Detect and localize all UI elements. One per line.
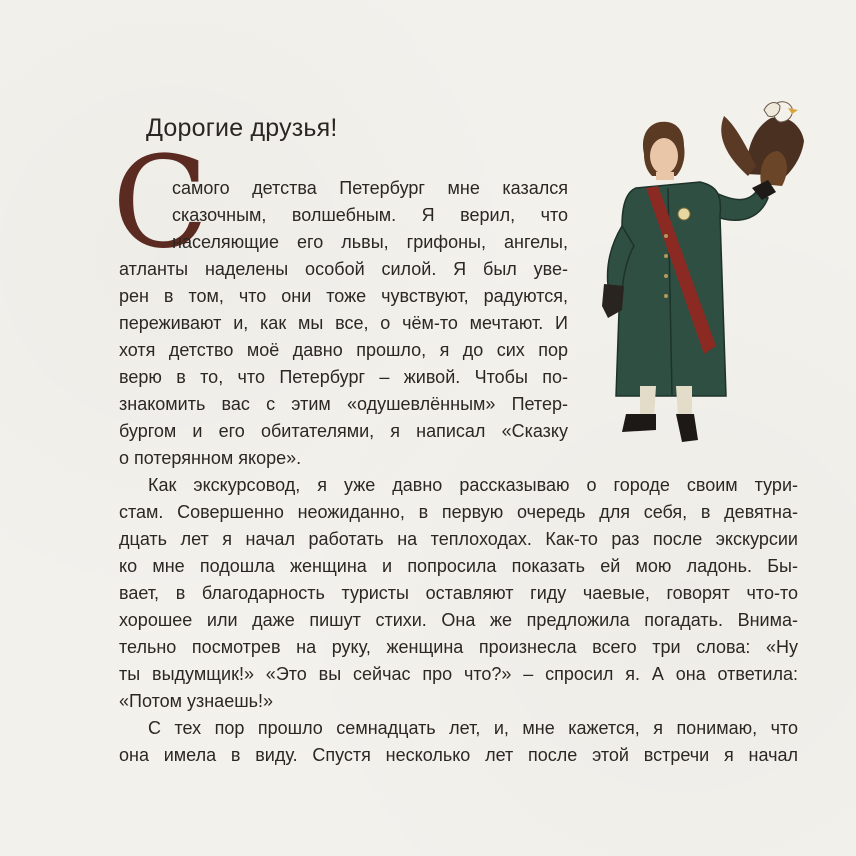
text-line: Как экскурсовод, я уже давно рассказываю о городе своим тури- [148,475,798,495]
text-line: о потерянном якоре». [119,448,302,468]
text-line: ко мне подошла женщина и попросила показать ей мою ладонь. Бы- [119,556,798,576]
text-line: верю в то, что Петербург – живой. Чтобы по- [119,367,568,387]
text-line: вает, в благодарность туристы оставляют гиду чаевые, говорят что-то [119,583,798,603]
text-line: переживают и, как мы все, о чём-то мечтают. И [119,313,568,333]
drop-cap-letter: С [112,129,209,276]
text-line: рен в том, что они тоже чувствуют, радуются, [119,286,568,306]
text-line: С тех пор прошло семнадцать лет, и, мне кажется, я понимаю, что [148,718,798,738]
page-title: Дорогие друзья! [146,114,338,142]
text-line: ты выдумщик!» «Это вы сейчас про что?» – спросил я. А она ответила: [119,664,798,684]
text-line: она имела в виду. Спустя несколько лет после этой встречи я начал [119,745,798,765]
text-line: населяющие его львы, грифоны, ангелы, [172,232,568,252]
text-line: «Потом узнаешь!» [119,691,274,711]
text-line: стам. Совершенно неожиданно, в первую очередь для себя, в девятна- [119,502,798,522]
text-line: атланты наделены особой силой. Я был уве- [119,259,568,279]
portrait-head [643,122,685,188]
text-line: хорошее или даже пишут стихи. Она же предложила погадать. Внима- [119,610,798,630]
eagle-icon [721,102,804,186]
text-line: самого детства Петербург мне казался [172,178,568,198]
text-line: хотя детство моё давно прошло, я до сих пор [119,340,568,360]
text-line: знакомить вас с этим «одушевлённым» Петер- [119,394,568,414]
text-line: тельно посмотрев на руку, женщина произнесла всего три слова: «Ну [119,637,798,657]
text-line: дцать лет я начал работать на теплоходах. Как-то раз после экскурсии [119,529,798,549]
text-line: сказочным, волшебным. Я верил, что [172,205,568,225]
peter-the-great-illustration [596,96,812,446]
text-line: бургом и его обитателями, я написал «Сказку [119,421,568,441]
